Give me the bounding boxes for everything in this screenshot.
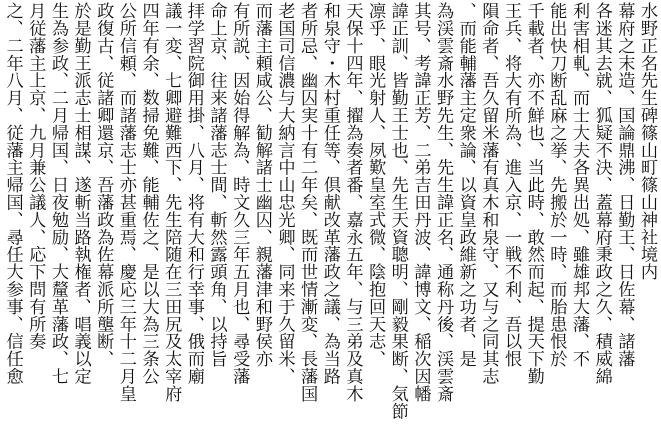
text-column-14: 天保十四年、擢為奏者番、嘉永五年、与三弟及真木: [342, 2, 363, 403]
text-column-23: 四年有余、数掃免難、能輔佐之、是以大為三条公: [138, 2, 159, 385]
text-column-25: 政復古、従諸卿還京、吾藩政為佐幕派所壟断、: [93, 2, 114, 368]
text-column-9: 、而能輔藩主定衆論、以資皇政維新之功者、是: [455, 2, 476, 368]
text-column-21: 拝学習院御用掛、八月、将有大和行幸事、俄而廟: [183, 2, 204, 385]
text-column-7: 王兵、将大有所為、進入京、一戦不利、吾以恨: [501, 2, 522, 368]
text-column-17: 老国司信濃与大納言中山忠光卿、同来于久留米、: [274, 2, 295, 385]
text-column-3: 各迷其去就、狐疑不決、蓋幕府秉政之久、積威綿: [591, 2, 612, 385]
text-column-6: 千載者、亦不鮮也、当此時、敢然而起、提天下勤: [523, 2, 544, 385]
text-column-10: 為渓雲斎水野先生、先生諱正名、通称丹後、渓雲斎: [433, 2, 454, 403]
text-column-20: 命上京、往来諸藩志士間、斬然露頭角、以持旨: [206, 2, 227, 368]
text-column-11: 其号、考諱正芳、二弟吉田丹波、諱博文、稲次因幡: [410, 2, 431, 403]
text-column-22: 議一変、七卿避難西下、先生陪随在三田尻及太宰府: [161, 2, 182, 403]
text-column-19: 有所説、因始得解為、時文久三年五月也、尋受藩: [229, 2, 250, 385]
text-column-2: 幕府之末造、国論鼎沸、日勤王、日佐幕、諸藩: [614, 2, 635, 368]
text-column-15: 和泉守・木村重任等、倶献改革藩政之議、為当路: [319, 2, 340, 385]
text-column-12: 諱正訓、皆勤王士也、先生天資聰明、剛毅果断、気節: [387, 2, 408, 420]
text-column-18: 而藩主頼咸公、勧解諸士幽囚、親藩津和野侯亦: [251, 2, 272, 368]
text-column-28: 月従藩主上京、九月兼公議人、応下問有所奏: [25, 2, 46, 350]
text-column-5: 能出快刀断乱麻之挙、先搬於一時、而胎患恨於: [546, 2, 567, 368]
text-column-29: 之、二年八月、従藩主帰国、尋任大参事、信任愈: [2, 2, 23, 385]
text-column-26: 於是勤王派志士相謀、遂斬当路執権者、唱義以定: [70, 2, 91, 385]
text-column-13: 凛乎、眼光射人、夙歎皇室式微、陰抱回天志、: [365, 2, 386, 368]
text-column-4: 利害相軋、而士大夫各異出処、雖雄邦大藩、不: [569, 2, 590, 368]
text-column-16: 者所忌、幽囚実十有二年矣、既而世情漸変、長藩国: [297, 2, 318, 403]
text-column-27: 生為参政、二月帰国、日夜勉励、大釐革藩政、七: [47, 2, 68, 385]
text-column-24: 公所信頼、而諸藩志士亦甚重焉、慶応三年十二月皇: [115, 2, 136, 403]
text-column-8: 隕命者、吾久留米藩有真木和泉守、又与之同其志: [478, 2, 499, 385]
text-column-1: 水野正名先生碑篠山町篠山神社境内: [637, 2, 657, 281]
